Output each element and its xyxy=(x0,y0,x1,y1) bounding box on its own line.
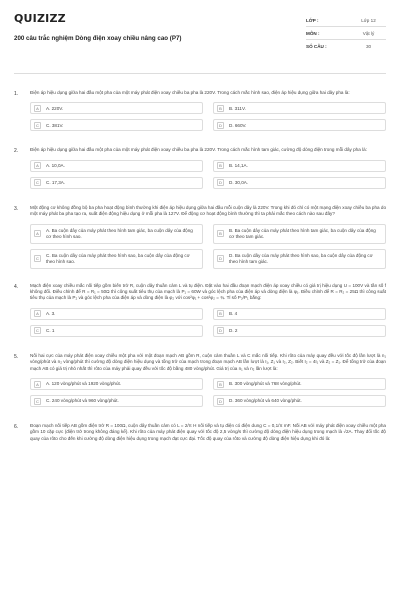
answer-option-b[interactable] xyxy=(213,378,386,390)
answer-option-d[interactable] xyxy=(213,325,386,337)
question-number: 3. xyxy=(14,205,19,212)
option-letter: C xyxy=(34,398,41,405)
option-text: D. Ba cuộn dây của máy phát theo hình sao, ba cuộn dây của động cơ theo hình tam giác. xyxy=(229,252,373,264)
option-text: A. 10,0A. xyxy=(46,162,65,168)
option-text: B. Ba cuộn dây của máy phát theo hình tam giác, ba cuộn dây của động cơ theo tam giác. xyxy=(229,227,376,239)
question-text: Đoạn mạch nối tiếp AB gồm điện trở R = 100Ω, cuộn dây thuần cảm có L = 2/π H nối tiếp và tụ điện có điện dung C = 0,1/π mF. Nối AB với máy phát điện xoay chiều một pha gồm 10 cặp cực (điện trở trong không đáng kể). Khi rôto của máy phát điện quay với tốc độ 2,5 vòng/s thì cường độ dòng điện hiệu dụng trong mạch là √2A. Thay đổi tốc độ quay của rôto cho đến khi cường độ dòng điện hiệu dụng trong mạch đạt cực đại. Tốc độ quay của rôto và cường độ dòng điện hiệu dụng khi đó là: xyxy=(30,423,386,441)
option-letter: C xyxy=(34,179,41,186)
meta-value: Vật lý xyxy=(362,30,375,36)
option-text: C. Ba cuộn dây của máy phát theo hình sao, ba cuộn dây của động cơ theo hình sao. xyxy=(46,252,190,264)
option-letter: A xyxy=(34,381,41,388)
meta-label: LỚP : xyxy=(306,17,319,23)
option-letter: D xyxy=(217,398,224,405)
question-body xyxy=(30,353,386,407)
option-text: D. 360 vòng/phút và 640 vòng/phút. xyxy=(229,398,302,404)
answer-option-c[interactable] xyxy=(30,325,203,337)
question-text: Điện áp hiệu dụng giữa hai đầu một pha của một máy phát điện xoay chiều ba pha là 220V. Trong cách mắc hình tam giác, cường độ dòng điện trong mỗi dây pha là: xyxy=(30,147,367,153)
option-text: B. 311V. xyxy=(229,105,246,111)
option-text: C. 17,3A. xyxy=(46,179,66,185)
option-letter: A xyxy=(34,310,41,317)
meta-value: Lớp 12 xyxy=(361,17,376,23)
question-body xyxy=(30,423,386,442)
option-letter: A xyxy=(34,230,41,237)
question-number: 4. xyxy=(14,283,19,290)
answer-option-d[interactable] xyxy=(213,249,386,269)
option-letter: D xyxy=(217,179,224,186)
option-text: D. 2 xyxy=(229,327,238,333)
question-body xyxy=(30,90,386,131)
answer-option-c[interactable] xyxy=(30,249,203,269)
meta-row-subject xyxy=(306,27,386,40)
option-letter: D xyxy=(217,122,224,129)
option-letter: C xyxy=(34,122,41,129)
option-letter: C xyxy=(34,255,41,262)
answer-option-b[interactable] xyxy=(213,224,386,244)
option-letter: B xyxy=(217,105,224,112)
question-number: 5. xyxy=(14,353,19,360)
meta-table xyxy=(306,14,386,53)
question-body xyxy=(30,283,386,337)
answer-option-c[interactable] xyxy=(30,177,203,189)
answer-options xyxy=(30,102,386,131)
worksheet-header xyxy=(14,12,386,74)
option-letter: A xyxy=(34,162,41,169)
question-body xyxy=(30,205,386,269)
brand-logo: QUIZIZZ xyxy=(14,12,66,25)
question-5 xyxy=(14,353,386,407)
option-text: B. 300 vòng/phút và 768 vòng/phút. xyxy=(229,381,302,387)
answer-option-a[interactable] xyxy=(30,102,203,114)
option-letter: B xyxy=(217,230,224,237)
option-letter: A xyxy=(34,105,41,112)
meta-label: SỐ CÂU : xyxy=(306,44,327,49)
option-letter: B xyxy=(217,381,224,388)
answer-option-b[interactable] xyxy=(213,102,386,114)
header-left xyxy=(14,12,181,42)
option-letter: D xyxy=(217,327,224,334)
question-number: 6. xyxy=(14,424,19,431)
option-text: A. 120 vòng/phút và 1920 vòng/phút. xyxy=(46,381,122,387)
answer-option-c[interactable] xyxy=(30,119,203,131)
question-text: Một động cơ không đồng bộ ba pha hoạt động bình thường khi điện áp hiệu dụng giữa hai đầu mỗi cuộn dây là 220V. Trong khi đó chỉ có một mạng điện xoay chiều ba pha do một máy phát ba pha tạo ra, suất điện động hiệu dụng ở mỗi pha là 127V. Để động cơ hoạt động bình thường thì ta phải mắc theo cách nào sau đây? xyxy=(30,204,386,217)
option-text: B. 4 xyxy=(229,310,238,316)
meta-value: 30 xyxy=(365,44,372,49)
option-text: A. Ba cuộn dây của máy phát theo hình tam giác, ba cuộn dây của động cơ theo hình sao. xyxy=(46,227,193,239)
option-letter: B xyxy=(217,310,224,317)
question-4 xyxy=(14,283,386,337)
question-text: Điện áp hiệu dụng giữa hai đầu một pha của một máy phát điện xoay chiều ba pha là 220V. Trong cách mắc hình sao, điện áp hiệu dụng giữa hai dây pha là: xyxy=(30,90,350,95)
option-letter: C xyxy=(34,327,41,334)
question-3 xyxy=(14,205,386,269)
question-1 xyxy=(14,90,386,131)
option-letter: B xyxy=(217,162,224,169)
option-text: B. 14,1A. xyxy=(229,162,248,168)
answer-options xyxy=(30,160,386,189)
question-number: 1. xyxy=(14,91,19,97)
answer-option-d[interactable] xyxy=(213,119,386,131)
answer-option-d[interactable] xyxy=(213,395,386,407)
meta-label: MÔN : xyxy=(306,30,320,36)
answer-option-b[interactable] xyxy=(213,308,386,320)
answer-option-b[interactable] xyxy=(213,160,386,172)
question-body xyxy=(30,147,386,188)
answer-option-a[interactable] xyxy=(30,224,203,244)
option-text: D. 30,0A. xyxy=(229,179,249,185)
meta-row-class xyxy=(306,14,386,27)
answer-options xyxy=(30,224,386,269)
question-text: Nối hai cực của máy phát điện xoay chiều một pha với một đoạn mạch AB gồm R, cuộn cảm thuần L và C mắc nối tiếp. Khi rôto của máy quay đều với tốc độ lần lượt là n₁ vòng/phút và n₂ vòng/phút thì cường độ dòng điện hiệu dụng và tổng trở của mạch trong đoạn mạch AB lần lượt là I₁, Z₁ và I₂, Z₂. Biết I₂ = 4I₁ và Z₂ = Z₁. Để tổng trở của đoạn mạch AB có giá trị nhỏ nhất thì rôto của máy phải quay đều với tốc độ bằng 480 vòng/phút. Giá trị của n₁ và n₂ lần lượt là: xyxy=(30,352,386,371)
question-6 xyxy=(14,423,386,442)
question-number: 2. xyxy=(14,148,19,155)
answer-option-c[interactable] xyxy=(30,395,203,407)
document-title: 200 câu trắc nghiệm Dòng điện xoay chiều nâng cao (P7) xyxy=(14,35,182,42)
question-text: Mạch điện xoay chiều mắc nối tiếp gồm biến trở R, cuộn dây thuần cảm L và tụ điện. Đặt vào hai đầu đoạn mạch điện áp xoay chiều có giá trị hiệu dụng U = 100V và tần số f không đổi. Điều chỉnh để R = R₁ = 50Ω thì công suất tiêu thụ của mạch là P₁ = 60W và góc lệch pha của điện áp và dòng điện là φ₁. Điều chỉnh để R = R₂ = 25Ω thì công suất tiêu thụ của mạch là P₂ và góc lệch pha của điện áp và dòng điện là φ₂ với cos²φ₁ + cos²φ₂ = ¾. Tỉ số P₂/P₁ bằng: xyxy=(30,282,386,301)
option-text: C. 381V. xyxy=(46,122,64,128)
option-letter: D xyxy=(217,255,224,262)
option-text: A. 3. xyxy=(46,310,56,316)
answer-options xyxy=(30,378,386,407)
option-text: D. 660V. xyxy=(229,122,247,128)
option-text: C. 1 xyxy=(46,327,55,333)
option-text: C. 240 vòng/phút và 960 vòng/phút. xyxy=(46,398,119,404)
answer-option-a[interactable] xyxy=(30,308,203,320)
question-2 xyxy=(14,147,386,188)
answer-option-a[interactable] xyxy=(30,160,203,172)
meta-row-count xyxy=(306,40,386,53)
option-text: A. 220V. xyxy=(46,105,64,111)
answer-option-d[interactable] xyxy=(213,177,386,189)
answer-option-a[interactable] xyxy=(30,378,203,390)
answer-options xyxy=(30,308,386,337)
